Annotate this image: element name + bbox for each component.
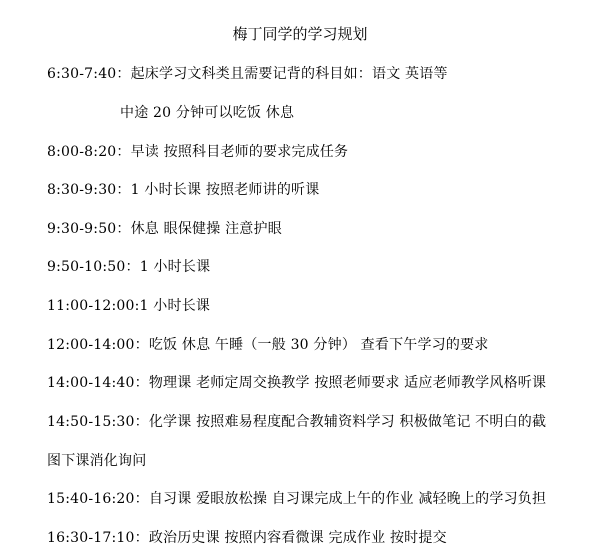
document-title: 梅丁同学的学习规划 — [232, 25, 368, 43]
schedule-line: 16:30-17:10：政治历史课 按照内容看微课 完成作业 按时提交 — [47, 530, 447, 546]
schedule-line: 8:00-8:20：早读 按照科目老师的要求完成任务 — [47, 144, 349, 160]
schedule-line: 12:00-14:00：吃饭 休息 午睡（一般 30 分钟） 查看下午学习的要求 — [47, 337, 489, 353]
schedule-line: 8:30-9:30：1 小时长课 按照老师讲的听课 — [47, 182, 320, 198]
schedule-line: 中途 20 分钟可以吃饭 休息 — [120, 105, 295, 121]
schedule-line: 9:30-9:50：休息 眼保健操 注意护眼 — [47, 221, 282, 237]
schedule-line: 9:50-10:50：1 小时长课 — [47, 259, 211, 275]
schedule-line: 15:40-16:20：自习课 爱眼放松操 自习课完成上午的作业 减轻晚上的学习负担 — [47, 491, 547, 507]
schedule-line: 6:30-7:40：起床学习文科类且需要记背的科目如：语文 英语等 — [47, 66, 448, 82]
schedule-line: 11:00-12:00:1 小时长课 — [47, 298, 211, 314]
schedule-line: 图下课消化询问 — [47, 453, 147, 469]
schedule-line: 14:00-14:40：物理课 老师定周交换教学 按照老师要求 适应老师教学风格听课 — [47, 375, 547, 391]
schedule-line: 14:50-15:30：化学课 按照难易程度配合教辅资料学习 积极做笔记 不明白的截 — [47, 414, 547, 430]
